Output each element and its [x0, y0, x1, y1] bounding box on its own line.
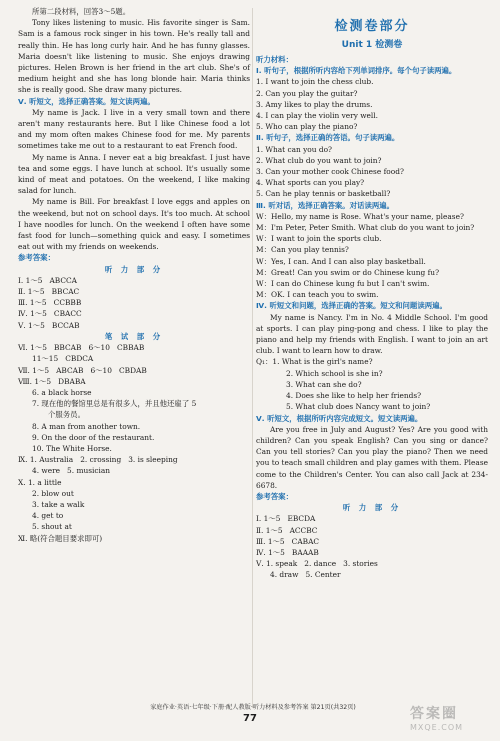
question-line: 2. Which school is she in?: [286, 368, 383, 378]
listening-line: 5. Can he play tennis or basketball?: [256, 189, 391, 199]
answer-line: 11～15 CBDCA: [32, 354, 94, 364]
listening-line: 1. I want to join the chess club.: [256, 77, 374, 87]
question-line: 5. What club does Nancy want to join?: [286, 402, 431, 412]
listening-line: 4. I can play the violin very well.: [256, 111, 379, 121]
listening-line: 3. Can your mother cook Chinese food?: [256, 167, 404, 177]
column-divider: [252, 8, 253, 708]
test-section-title: 检测卷部分: [334, 19, 410, 34]
answer-line: 7. 现在他的餐馆里总是有很多人，并且他还雇了 5: [32, 399, 197, 409]
passage-anna: My name is Anna. I never eat a big breakfast. I just have tea and some eggs. I have lunch at school. It's usually some kind of meat and potatoes. On the weekend, I like making salad for lunch.: [18, 152, 250, 196]
answer-line: 5. shout at: [32, 522, 72, 532]
passage-jack: My name is Jack. I live in a very small town and there aren't many restaurants here. But I like Chinese food a lot and my mom often makes Chinese food for me. My parents sometimes take me out to a restaurant to eat French food.: [18, 107, 250, 151]
answer-line: Ⅳ. 1～5 BAAAB: [256, 547, 319, 557]
answer-line: 4. were 5. musician: [32, 466, 111, 476]
passage-tony: Tony likes listening to music. His favorite singer is Sam. Sam is a famous rock singer in his town. He's really tall and really thin. He has long curly hair. And he has funny glasses. Maria doesn't like listening to music. She enjoys drawing pictures. Helen Brown is her friend in the art club. She's of medium height and she has long blonde hair. Maria thinks she is really good. She draw many pictures.: [18, 18, 250, 95]
dialogue-line: M：I'm Peter, Peter Smith. What club do you want to join?: [256, 223, 475, 233]
watermark-url: MXQE.COM: [410, 723, 464, 732]
listening-section-heading: 听 力 部 分: [104, 264, 164, 274]
answer-line: 10. The White Horse.: [32, 443, 112, 453]
answer-line: Ⅺ. 略(符合题目要求即可): [18, 533, 103, 543]
answer-line: Ⅶ. 1～5 ABCAB 6～10 CBDAB: [18, 365, 147, 375]
page-footer: 家庭作业·英语·七年级·下册·配人教版·听力材料及参考答案 第21页(共32页): [150, 704, 356, 711]
question-line: 3. What can she do?: [286, 379, 362, 389]
section-v-heading: Ⅴ. 听短文，根据所听内容完成短文。短文读两遍。: [256, 413, 423, 423]
answer-line: Ⅱ. 1～5 ACCBC: [256, 525, 318, 535]
section-v-heading: Ⅴ. 听短文，选择正确答案。短文读两遍。: [18, 96, 155, 106]
listening-line: 2. What club do you want to join?: [256, 155, 382, 165]
unit-title: Unit 1 检测卷: [341, 40, 403, 50]
answer-line: Ⅷ. 1～5 DBABA: [18, 376, 86, 386]
question-line: 4. Does she like to help her friends?: [286, 391, 422, 401]
left-column: [18, 6, 250, 544]
written-section-heading: 笔 试 部 分: [104, 331, 164, 341]
dialogue-line: W：Yes, I can. And I can also play basketball.: [256, 256, 426, 266]
answer-line: 4. draw 5. Center: [270, 570, 341, 580]
page-number: 77: [243, 713, 257, 724]
listening-line: 3. Amy likes to play the drums.: [256, 99, 373, 109]
section-i-heading: Ⅰ. 听句子，根据所听内容给下列单词排序。每个句子读两遍。: [256, 66, 457, 76]
answer-line: Ⅸ. 1. Australia 2. crossing 3. is sleeping: [18, 455, 178, 465]
question-line: Q₁：1. What is the girl's name?: [256, 357, 373, 367]
listening-material-label: 听力材料：: [256, 55, 293, 64]
answer-line: 2. blow out: [32, 488, 74, 498]
answer-line: Ⅵ. 1～5 BBCAB 6～10 CBBAB: [18, 343, 145, 353]
listening-line: 1. What can you do?: [256, 144, 333, 154]
answer-line: 个服务员。: [48, 410, 85, 420]
right-column: [256, 6, 488, 581]
answer-line: 9. On the door of the restaurant.: [32, 432, 155, 442]
dialogue-line: M：Can you play tennis?: [256, 245, 349, 255]
answer-line: Ⅹ. 1. a little: [18, 477, 62, 487]
answer-line: 4. get to: [32, 511, 64, 521]
intro-line: 所第二段材料，回答3～5题。: [32, 7, 131, 16]
dialogue-line: M：Great! Can you swim or do Chinese kung fu?: [256, 267, 440, 277]
listening-line: 2. Can you play the guitar?: [256, 88, 358, 98]
watermark-logo-text: 答案圈: [410, 706, 458, 722]
listening-line: 4. What sports can you play?: [256, 178, 365, 188]
section-ii-heading: Ⅱ. 听句子，选择正确的答语。句子读两遍。: [256, 133, 400, 143]
reference-answers-label: 参考答案：: [18, 253, 55, 263]
dialogue-line: W：I want to join the sports club.: [256, 234, 382, 244]
dialogue-line: W：I can do Chinese kung fu but I can't swim.: [256, 279, 430, 289]
section-iii-heading: Ⅲ. 听对话，选择正确答案。对话读两遍。: [256, 200, 395, 210]
answer-line: Ⅱ. 1～5 BBCAC: [18, 287, 80, 297]
answer-line: Ⅲ. 1～5 CCBBB: [18, 298, 82, 308]
reference-answers-label: 参考答案：: [256, 491, 293, 501]
watermark-logo: [410, 703, 494, 737]
answer-line: Ⅰ. 1～5 ABCCA: [18, 275, 78, 285]
answer-line: Ⅰ. 1～5 EBCDA: [256, 514, 316, 524]
answer-line: 3. take a walk: [32, 499, 85, 509]
listening-section-heading: 听 力 部 分: [342, 503, 402, 513]
passage-nancy: My name is Nancy. I'm in No. 4 Middle School. I'm good at sports. I can play ping-pong and chess. I like to play the piano and help my friends with English. I want to join an art club. I want to learn how to draw.: [256, 312, 488, 356]
answer-line: 8. A man from another town.: [32, 421, 141, 431]
passage-children-center: Are you free in July and August? Yes? Are you good with children? Can you speak English? Can you sing or dance? Can you tell stories? Can you play the piano? Then we need you to teach small children and play games with them. Please come to the Children's Center. You can also call Jack at 234-6678.: [256, 424, 488, 490]
answer-line: Ⅲ. 1～5 CABAC: [256, 536, 320, 546]
answer-line: Ⅴ. 1. speak 2. dance 3. stories: [256, 559, 378, 569]
dialogue-line: M：OK. I can teach you to swim.: [256, 290, 379, 300]
section-iv-heading: Ⅳ. 听短文和问题，选择正确的答案。短文和问题读两遍。: [256, 301, 447, 311]
dialogue-line: W：Hello, my name is Rose. What's your name, please?: [256, 211, 464, 221]
answer-line: Ⅴ. 1～5 BCCAB: [18, 320, 80, 330]
listening-line: 5. Who can play the piano?: [256, 122, 358, 132]
answer-line: Ⅳ. 1～5 CBACC: [18, 309, 82, 319]
passage-bill: My name is Bill. For breakfast I love eggs and apples on the weekend, but not on school days. It's too much. At school I have noodles for lunch. On the weekend I often have some fast food for lunch—something quick and easy. I sometimes eat out with my friends on weekends.: [18, 197, 250, 252]
answer-line: 6. a black horse: [32, 387, 92, 397]
